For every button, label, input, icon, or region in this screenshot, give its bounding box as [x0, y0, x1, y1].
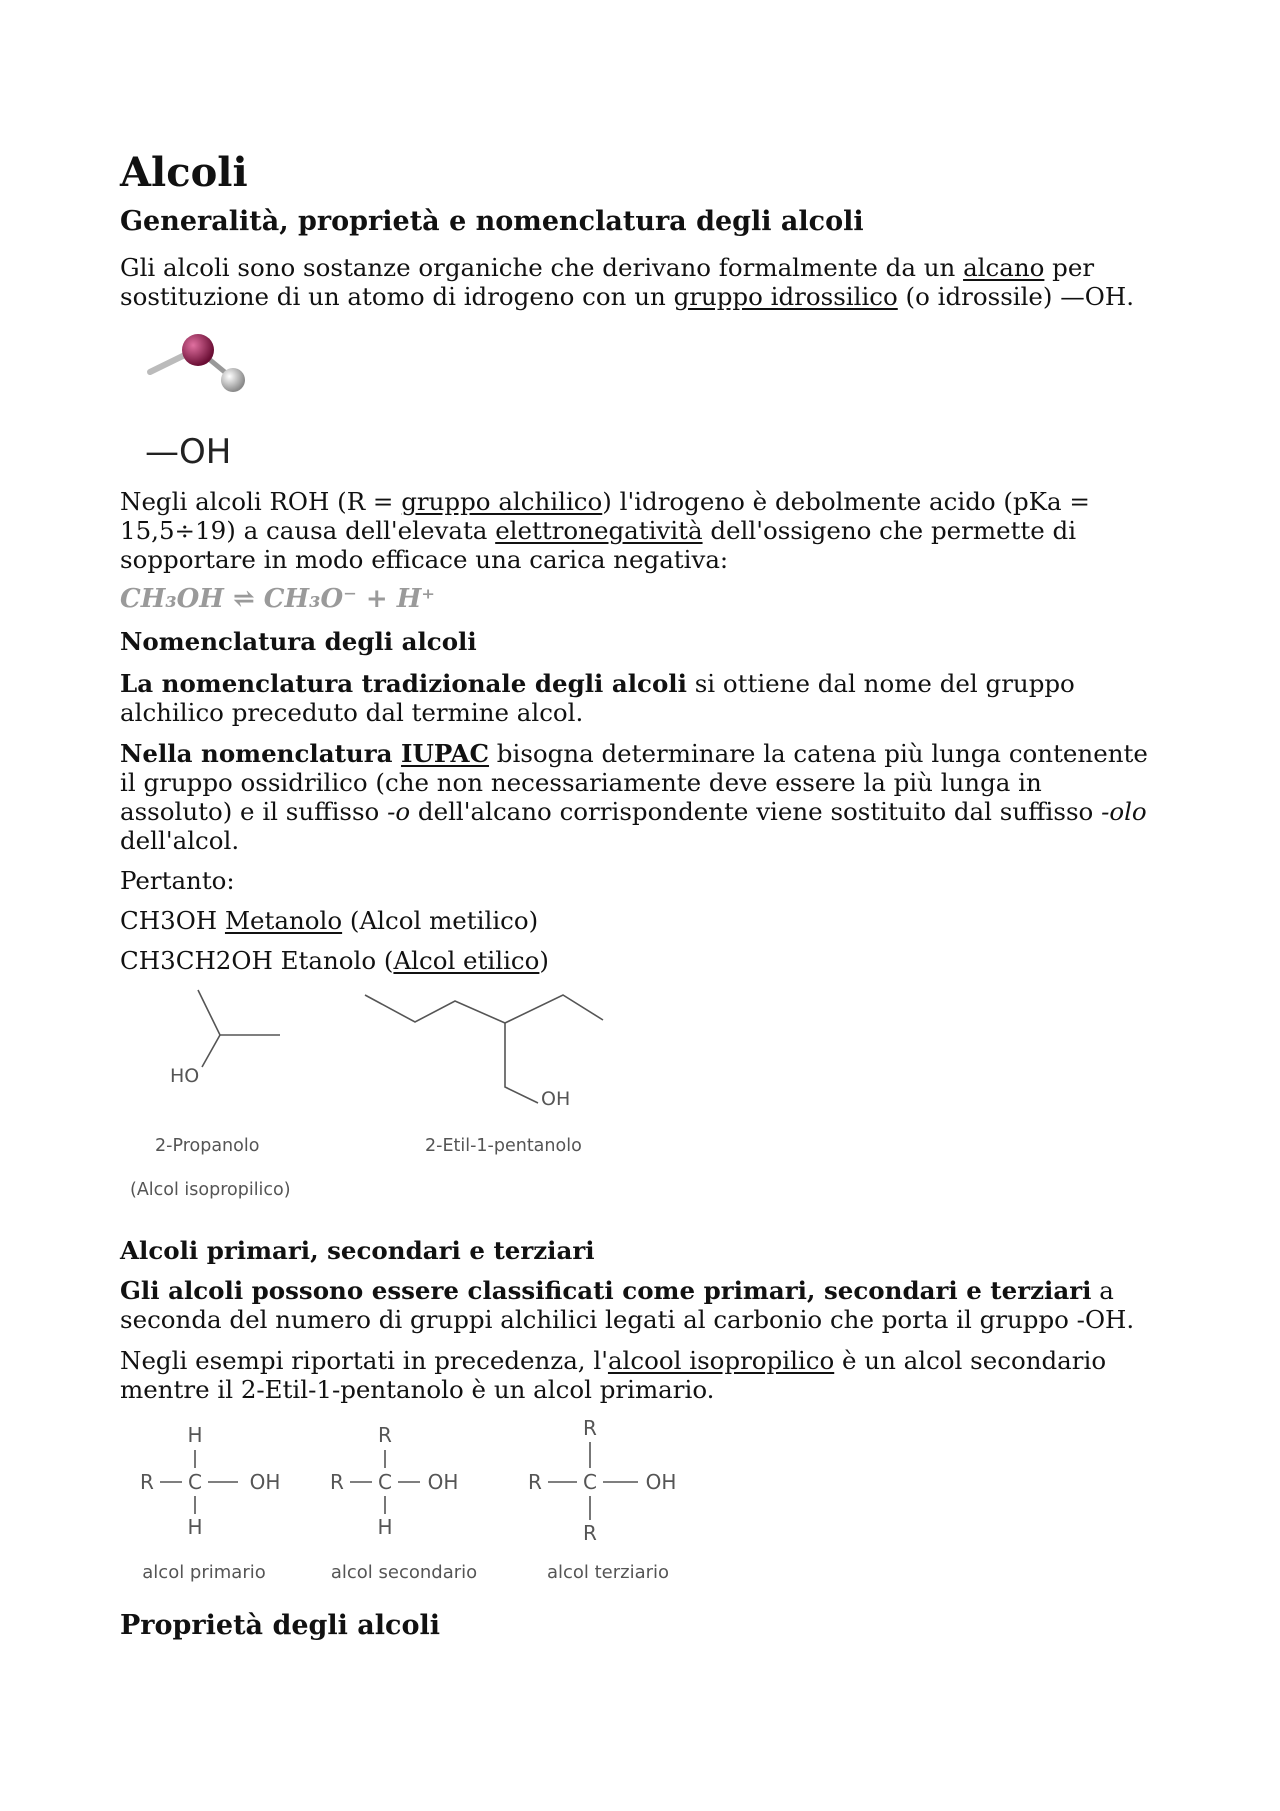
text: dell'alcano corrispondente viene sostituito dal suffisso [410, 797, 1102, 826]
page-title: Alcoli [120, 149, 248, 196]
bottom-substituent: R [583, 1521, 597, 1545]
top-substituent: R [378, 1423, 392, 1447]
example-ethanol [120, 946, 549, 975]
text: ) l'idrogeno è debolmente acido (pKa = 15,5÷19) a causa dell'elevata [120, 487, 1090, 545]
left-substituent: R [330, 1470, 344, 1494]
top-substituent: R [583, 1416, 597, 1440]
central-carbon: C [378, 1470, 392, 1494]
right-substituent: OH [427, 1470, 459, 1494]
propanol-oh-bond [202, 1035, 220, 1067]
text: (Alcol metilico) [342, 906, 539, 935]
bold-text: Gli alcoli possono essere classificati come primari, secondari e terziari [120, 1276, 1092, 1305]
tertiary-structure [528, 1416, 676, 1583]
top-substituent: H [187, 1423, 203, 1447]
formula: CH3CH2OH Etanolo ( [120, 946, 394, 975]
paragraph-iupac [120, 739, 1160, 855]
link-gruppo-idrossilico[interactable]: gruppo idrossilico [673, 282, 898, 311]
equation-left: CH₃OH [120, 584, 224, 614]
paragraph-traditional [120, 669, 1120, 727]
text: (o idrossile) —OH. [897, 282, 1135, 311]
secondary-label: alcol secondario [330, 1562, 478, 1583]
link-alcano[interactable]: alcano [963, 253, 1045, 282]
text: dell'ossigeno che permette di sopportare in modo efficace una carica negativa: [120, 516, 1077, 574]
link-alcool-isopropilico[interactable]: alcool isopropilico [607, 1346, 835, 1375]
right-substituent: OH [645, 1470, 677, 1494]
link-alcol-etilico[interactable]: Alcol etilico [393, 946, 540, 975]
section-heading-nomenclatura: Nomenclatura degli alcoli [120, 627, 477, 656]
link-elettronegativita[interactable]: elettronegatività [495, 516, 703, 545]
text: si ottiene dal nome del gruppo alchilico preceduto dal termine alcol. [120, 669, 1075, 727]
pentanol-oh-bond [505, 1023, 538, 1103]
central-carbon: C [583, 1470, 597, 1494]
pentanol-chain [365, 995, 603, 1023]
acid-equation [120, 583, 435, 615]
text: dell'alcol. [120, 826, 240, 855]
text: è un alcol secondario mentre il 2-Etil-1-pentanolo è un alcol primario. [120, 1346, 1107, 1404]
paragraph-acidity [120, 487, 1160, 574]
alcohol-classes-figure [130, 1410, 710, 1585]
text: per sostituzione di un atomo di idrogeno con un [120, 253, 1095, 311]
tertiary-label: alcol terziario [546, 1562, 670, 1583]
example-methanol [120, 906, 538, 935]
ho-label: HO [170, 1065, 200, 1087]
isopropyl-label: (Alcol isopropilico) [130, 1180, 291, 1200]
bottom-substituent: H [377, 1515, 393, 1539]
italic-text: -o [387, 797, 411, 826]
text: ) [539, 946, 549, 975]
text: a seconda del numero di gruppi alchilici legati al carbonio che porta il gruppo -OH. [120, 1276, 1135, 1334]
link-iupac[interactable]: IUPAC [401, 739, 490, 768]
text: Negli esempi riportati in precedenza, l' [120, 1346, 608, 1375]
oxygen-atom [182, 334, 214, 366]
skeletal-structures-figure [120, 985, 640, 1215]
text: Gli alcoli sono sostanze organiche che derivano formalmente da un [120, 253, 964, 282]
propanol-label: 2-Propanolo [155, 1136, 260, 1156]
paragraph-examples [120, 1346, 1160, 1404]
link-gruppo-alchilico[interactable]: gruppo alchilico [401, 487, 603, 516]
primary-structure [140, 1423, 280, 1583]
text: Negli alcoli ROH (R = [120, 487, 402, 516]
secondary-structure [330, 1423, 477, 1583]
oh-label: OH [541, 1088, 571, 1110]
section-heading-classificazione: Alcoli primari, secondari e terziari [120, 1236, 595, 1265]
section-heading-generalita: Generalità, proprietà e nomenclatura degli alcoli [120, 206, 864, 237]
oh-label: —OH [145, 432, 232, 472]
paragraph-classification [120, 1276, 1170, 1334]
primary-label: alcol primario [142, 1562, 266, 1583]
equilibrium-arrow-icon: ⇌ [232, 584, 255, 614]
ethylpentanol-label: 2-Etil-1-pentanolo [425, 1136, 582, 1156]
pertanto-text: Pertanto: [120, 866, 235, 895]
right-substituent: OH [249, 1470, 281, 1494]
bottom-substituent: H [187, 1515, 203, 1539]
text: bisogna determinare la catena più lunga contenente il gruppo ossidrilico (che non necessariamente deve essere la più lunga in assoluto) e il suffisso [120, 739, 1148, 826]
central-carbon: C [188, 1470, 202, 1494]
bold-text: La nomenclatura tradizionale degli alcoli [120, 669, 687, 698]
bold-text: Nella nomenclatura [120, 739, 402, 768]
hydrogen-atom [221, 368, 245, 392]
section-heading-proprieta: Proprietà degli alcoli [120, 1610, 441, 1641]
equation-right: CH₃O⁻ + H⁺ [263, 584, 435, 614]
left-substituent: R [528, 1470, 542, 1494]
italic-text: -olo [1101, 797, 1147, 826]
paragraph-intro [120, 253, 1160, 311]
link-metanolo[interactable]: Metanolo [224, 906, 343, 935]
formula: CH3OH [120, 906, 218, 935]
left-substituent: R [140, 1470, 154, 1494]
propanol-chain [198, 990, 280, 1035]
